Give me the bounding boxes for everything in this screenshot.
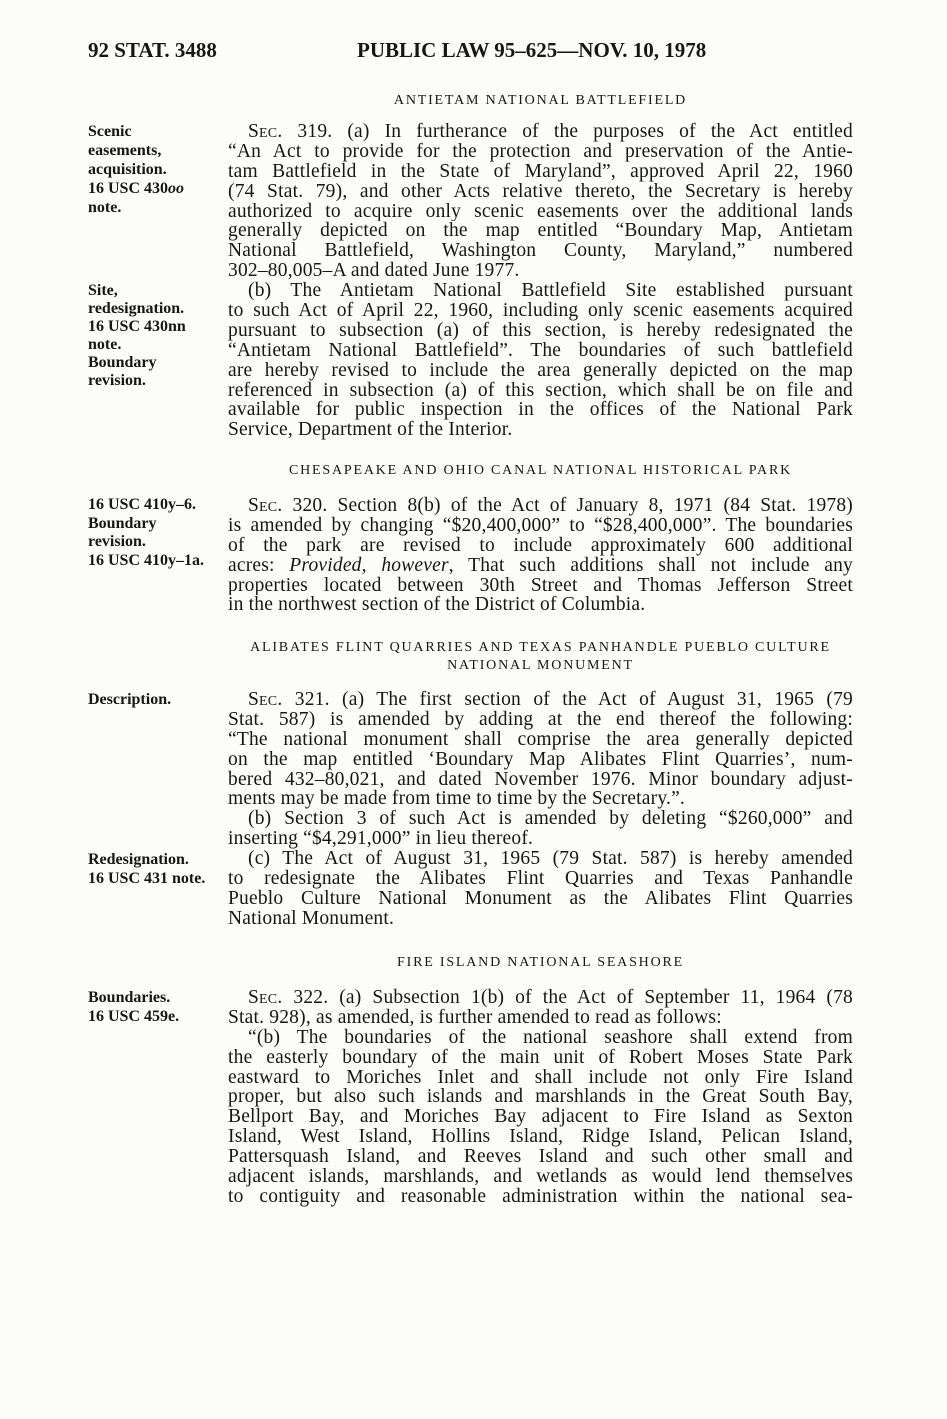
text-line bbox=[228, 496, 853, 516]
text-line-body: 322. (a) Subsection 1(b) of the Act of September 11, 1964 (78 bbox=[293, 988, 853, 1008]
margin-note-line: acquisition. bbox=[88, 161, 167, 178]
text-line: “The national monument shall comprise the area generally depicted bbox=[228, 729, 853, 750]
text-line: the easterly boundary of the main unit of Robert Moses State Park bbox=[228, 1047, 853, 1068]
margin-note-line: Boundary bbox=[88, 514, 157, 532]
section-label: Sec. bbox=[248, 988, 283, 1008]
text-line: to redesignate the Alibates Flint Quarries and Texas Panhandle bbox=[228, 869, 853, 889]
text-line: Stat. 928), as amended, is further amended to read as follows: bbox=[228, 1007, 722, 1028]
usc-code: 16 USC 430 bbox=[88, 180, 169, 197]
section-heading-chesapeake: CHESAPEAKE AND OHIO CANAL NATIONAL HISTORICAL PARK bbox=[288, 463, 792, 478]
text-line: (74 Stat. 79), and other Acts relative thereto, the Secretary is hereby bbox=[228, 181, 853, 202]
text-line: Bellport Bay, and Moriches Bay adjacent to Fire Island as Sexton bbox=[228, 1107, 853, 1128]
margin-note-line: Site, bbox=[88, 282, 118, 299]
text-line: inserting “$4,291,000” in lieu thereof. bbox=[228, 829, 534, 850]
margin-notes-chesapeake bbox=[88, 496, 224, 571]
text-line: are hereby revised to include the area generally depicted on the map bbox=[228, 360, 853, 381]
text-line: “(b) The boundaries of the national seashore shall extend from bbox=[248, 1027, 853, 1048]
text-line-body: 320. Section 8(b) of the Act of January 8, 1971 (84 Stat. 1978) bbox=[292, 496, 853, 516]
section-heading-line: ALIBATES FLINT QUARRIES AND TEXAS PANHANDLE PUEBLO CULTURE bbox=[250, 640, 831, 655]
usc-code-suffix: oo bbox=[168, 180, 185, 197]
section-heading-fire-island: FIRE ISLAND NATIONAL SEASHORE bbox=[397, 955, 684, 970]
text-line: on the map entitled ‘Boundary Map Alibates Flint Quarries’, num- bbox=[228, 749, 853, 770]
text-line: properties located between 30th Street and Thomas Jefferson Street bbox=[228, 575, 853, 596]
law-title: PUBLIC LAW 95–625—NOV. 10, 1978 bbox=[357, 38, 707, 62]
margin-notes-scenic-easements bbox=[88, 122, 224, 217]
text-line: proper, but also such islands and marshlands in the Great South Bay, bbox=[228, 1087, 853, 1108]
text-line: Pattersquash Island, and Reeves Island and such other small and bbox=[228, 1147, 853, 1168]
section-320-text bbox=[228, 496, 853, 615]
section-322-text bbox=[228, 988, 853, 1207]
text-line: Service, Department of the Interior. bbox=[228, 420, 513, 441]
text-line: National Monument. bbox=[228, 908, 395, 929]
section-heading-alibates bbox=[228, 639, 853, 675]
text-line: Stat. 587) is amended by adding at the end thereof the following: bbox=[228, 709, 853, 730]
text-line: generally depicted on the map entitled “Boundary Map, Antietam bbox=[228, 221, 853, 242]
text-line: adjacent islands, marshlands, and wetlands as would lend themselves bbox=[228, 1167, 853, 1187]
margin-note-line: 16 USC 410y–6. bbox=[88, 496, 197, 513]
text-line: available for public inspection in the offices of the National Park bbox=[228, 400, 853, 421]
text-line: authorized to acquire only scenic easements over the additional lands bbox=[228, 201, 853, 222]
margin-notes-redesignation bbox=[88, 850, 224, 888]
text-line bbox=[228, 690, 853, 710]
section-label: Sec. bbox=[248, 690, 283, 710]
margin-note-line: Description. bbox=[88, 691, 172, 708]
margin-note-line: redesignation. bbox=[88, 300, 185, 317]
margin-notes-boundaries bbox=[88, 988, 224, 1026]
text-line bbox=[228, 122, 853, 142]
section-heading-line: NATIONAL MONUMENT bbox=[447, 658, 634, 673]
margin-note-line: Scenic bbox=[88, 123, 132, 140]
text-line: ments may be made from time to time by the Secretary.”. bbox=[228, 789, 686, 810]
text-line: National Battlefield, Washington County, Maryland,” numbered bbox=[228, 241, 853, 262]
text-line: tam Battlefield in the State of Maryland”, approved April 22, 1960 bbox=[228, 161, 853, 182]
text-line: to such Act of April 22, 1960, including only scenic easements acquired bbox=[228, 301, 853, 321]
section-321-text bbox=[228, 690, 853, 929]
margin-note-line: revision. bbox=[88, 533, 146, 551]
text-line: Pueblo Culture National Monument as the Alibates Flint Quarries bbox=[228, 888, 853, 909]
text-line bbox=[228, 556, 853, 576]
margin-note-line: 16 USC 430nn bbox=[88, 318, 186, 335]
text-line-body: 319. (a) In furtherance of the purposes of the Act entitled bbox=[297, 122, 853, 142]
margin-notes-description bbox=[88, 690, 224, 709]
text-line: 302–80,005–A and dated June 1977. bbox=[228, 261, 520, 282]
margin-note-line: 16 USC 410y–1a. bbox=[88, 552, 205, 570]
page-reference: 92 STAT. 3488 bbox=[88, 38, 217, 62]
text-line: (b) The Antietam National Battlefield Site established pursuant bbox=[248, 281, 853, 302]
text-line: of the park are revised to include approximately 600 additional bbox=[228, 535, 853, 556]
text-line: eastward to Moriches Inlet and shall include not only Fire Island bbox=[228, 1067, 853, 1088]
text-line: to contiguity and reasonable administration within the national sea- bbox=[228, 1186, 853, 1207]
text-line: (b) Section 3 of such Act is amended by deleting “$260,000” and bbox=[248, 809, 853, 830]
text-line: is amended by changing “$20,400,000” to “$28,400,000”. The boundaries bbox=[228, 515, 853, 536]
margin-note-line: note. bbox=[88, 336, 122, 353]
margin-note-line: 16 USC 459e. bbox=[88, 1008, 180, 1025]
text-line: “An Act to provide for the protection and preservation of the Antie- bbox=[228, 141, 853, 162]
margin-note-line: note. bbox=[88, 199, 122, 216]
margin-note-line: Redesignation. bbox=[88, 851, 189, 868]
text-line bbox=[228, 988, 853, 1008]
text-line: in the northwest section of the District of Columbia. bbox=[228, 595, 646, 616]
proviso-lead: acres: bbox=[228, 555, 275, 576]
text-line-body: 321. (a) The first section of the Act of August 31, 1965 (79 bbox=[294, 690, 853, 710]
text-line: “Antietam National Battlefield”. The boundaries of such battlefield bbox=[228, 340, 853, 361]
margin-notes-site-redesignation bbox=[88, 282, 224, 390]
margin-note-line: Boundaries. bbox=[88, 989, 171, 1006]
section-319-text bbox=[228, 122, 853, 440]
text-line: pursuant to subsection (a) of this section, is hereby redesignated the bbox=[228, 320, 853, 341]
section-label: Sec. bbox=[248, 496, 283, 516]
proviso-italic: Provided, however bbox=[289, 555, 449, 576]
proviso-rest: , That such additions shall not include any bbox=[448, 555, 853, 576]
section-label: Sec. bbox=[248, 122, 283, 142]
margin-note-line: revision. bbox=[88, 372, 146, 389]
text-line: bered 432–80,021, and dated November 1976. Minor boundary adjust- bbox=[228, 769, 853, 790]
margin-note-usc-citation bbox=[88, 179, 224, 198]
text-line: (c) The Act of August 31, 1965 (79 Stat. 587) is hereby amended bbox=[248, 849, 853, 870]
section-heading-antietam: ANTIETAM NATIONAL BATTLEFIELD bbox=[393, 93, 688, 108]
margin-note-line: 16 USC 431 note. bbox=[88, 870, 206, 887]
margin-note-line: easements, bbox=[88, 142, 162, 159]
margin-note-line: Boundary bbox=[88, 354, 157, 371]
text-line: Island, West Island, Hollins Island, Ridge Island, Pelican Island, bbox=[228, 1127, 853, 1148]
text-line: referenced in subsection (a) of this section, which shall be on file and bbox=[228, 380, 853, 401]
